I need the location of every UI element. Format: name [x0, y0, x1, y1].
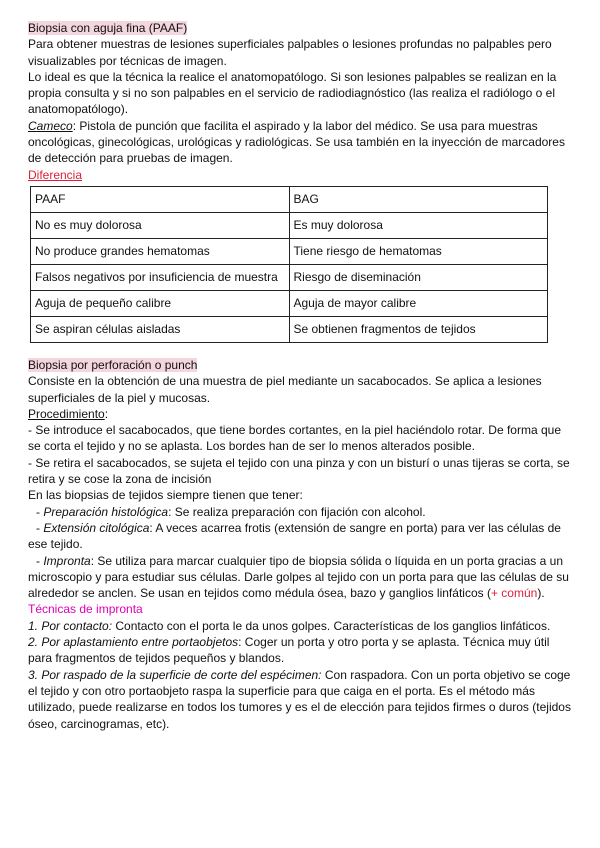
item-impronta	[28, 553, 572, 602]
bullet-dash: -	[36, 520, 44, 535]
cameco-label: Cameco	[28, 118, 73, 133]
table-cell: Es muy dolorosa	[289, 212, 548, 238]
procedimiento-colon: :	[104, 406, 109, 421]
table-cell: No es muy dolorosa	[31, 212, 290, 238]
impronta-text: : Se utiliza para marcar cualquier tipo de biopsia sólida o líquida en un porta gracias a un microscopio y para estudiar sus células. Darle golpes al tejido con un porta para que las células de su alrededor se anclen. Se usan en tejidos como médula ósea, bazo y ganglios linfáticos (	[28, 553, 569, 601]
tecnicas-heading: Técnicas de impronta	[28, 602, 143, 617]
diferencia-label: Diferencia	[28, 167, 83, 182]
extension-label: Extensión citológica	[43, 520, 150, 535]
table-cell: Riesgo de diseminación	[289, 264, 548, 290]
technique-3-text: Con raspadora. Con un porta objetivo se coge el tejido y con otro portaobjeto raspa la superficie para que caiga en el porta. Es el método más utilizado, puede realizarse en todos los tumores y es el de elección para tejidos firmes o duros (tejidos óseo, carcinogramas, etc).	[28, 667, 571, 731]
preparacion-text: : Se realiza preparación con fijación con alcohol.	[168, 504, 426, 519]
table-header-paaf: PAAF	[31, 186, 290, 212]
paaf-ideal: Lo ideal es que la técnica la realice el anatomopatólogo. Si son lesiones palpables se realizan en la propia consulta y si no son palpables en el servicio de radiodiagnóstico (las realiza el radiólogo o el anatomopatólogo).	[28, 69, 557, 117]
technique-2-label: 2. Por aplastamiento entre portaobjetos	[28, 635, 239, 650]
table-cell: No produce grandes hematomas	[31, 238, 290, 264]
section-gap	[28, 343, 572, 357]
item-preparacion	[28, 504, 572, 520]
preparacion-label: Preparación histológica	[43, 504, 169, 519]
table-header-row	[31, 186, 548, 212]
table-row	[31, 238, 548, 264]
paaf-intro: Para obtener muestras de lesiones superficiales palpables o lesiones profundas no palpables pero visualizables por técnicas de imagen.	[28, 37, 552, 68]
impronta-common: + común	[490, 586, 538, 601]
section-title-punch: Biopsia por perforación o punch	[28, 357, 198, 372]
table-header-bag: BAG	[289, 186, 548, 212]
table-cell: Se aspiran células aisladas	[31, 316, 290, 342]
table-cell: Tiene riesgo de hematomas	[289, 238, 548, 264]
cameco-paragraph	[28, 118, 572, 167]
procedure-step-1: - Se introduce el sacabocados, que tiene bordes cortantes, en la piel haciéndolo rotar. De forma que se corta el tejido y no se aplasta. Los bordes han de ser lo menos alterados posible.	[28, 423, 561, 454]
bullet-dash: -	[36, 553, 44, 568]
bullet-dash: -	[36, 504, 44, 519]
section-title-paaf: Biopsia con aguja fina (PAAF)	[28, 21, 188, 35]
table-cell: Falsos negativos por insuficiencia de muestra	[31, 264, 290, 290]
technique-2-text: : Coger un porta y otro porta y se aplasta. Técnica muy útil para fragmentos de tejidos pequeños y blandos.	[28, 635, 550, 666]
technique-1-label: 1. Por contacto:	[28, 618, 113, 633]
technique-3-label: 3. Por raspado de la superficie de corte del espécimen:	[28, 667, 322, 682]
table-cell: Se obtienen fragmentos de tejidos	[289, 316, 548, 342]
comparison-table	[30, 186, 548, 343]
technique-2	[28, 634, 572, 667]
extension-text: : A veces acarrea frotis (extensión de sangre en porta) para ver las células de ese tejido.	[28, 520, 561, 552]
technique-1-text: Contacto con el porta le da unos golpes. Características de los ganglios linfáticos.	[112, 618, 551, 633]
table-row	[31, 264, 548, 290]
always-text: En las biopsias de tejidos siempre tienen que tener:	[28, 488, 303, 503]
procedimiento-label: Procedimiento	[28, 406, 105, 421]
technique-1	[28, 618, 572, 634]
item-extension	[28, 520, 572, 553]
cameco-text: : Pistola de punción que facilita el aspirado y la labor del médico. Se usa para muestras oncológicas, ginecológicas, urológicas y radiológicas. Se usa también en la inyección de marcadores de detección para pruebas de imagen.	[28, 118, 565, 166]
impronta-end: ).	[537, 586, 545, 601]
technique-3	[28, 667, 572, 732]
procedimiento-heading	[28, 406, 572, 422]
punch-intro: Consiste en la obtención de una muestra de piel mediante un sacabocados. Se aplica a lesiones superficiales de la piel y mucosas.	[28, 374, 542, 405]
table-row	[31, 290, 548, 316]
table-row	[31, 212, 548, 238]
impronta-label: Impronta	[43, 553, 91, 568]
table-row	[31, 316, 548, 342]
table-cell: Aguja de pequeño calibre	[31, 290, 290, 316]
table-cell: Aguja de mayor calibre	[289, 290, 548, 316]
procedure-step-2: - Se retira el sacabocados, se sujeta el tejido con una pinza y con un bisturí o unas tijeras se corta, se retira y se cose la zona de incisión	[28, 455, 570, 487]
